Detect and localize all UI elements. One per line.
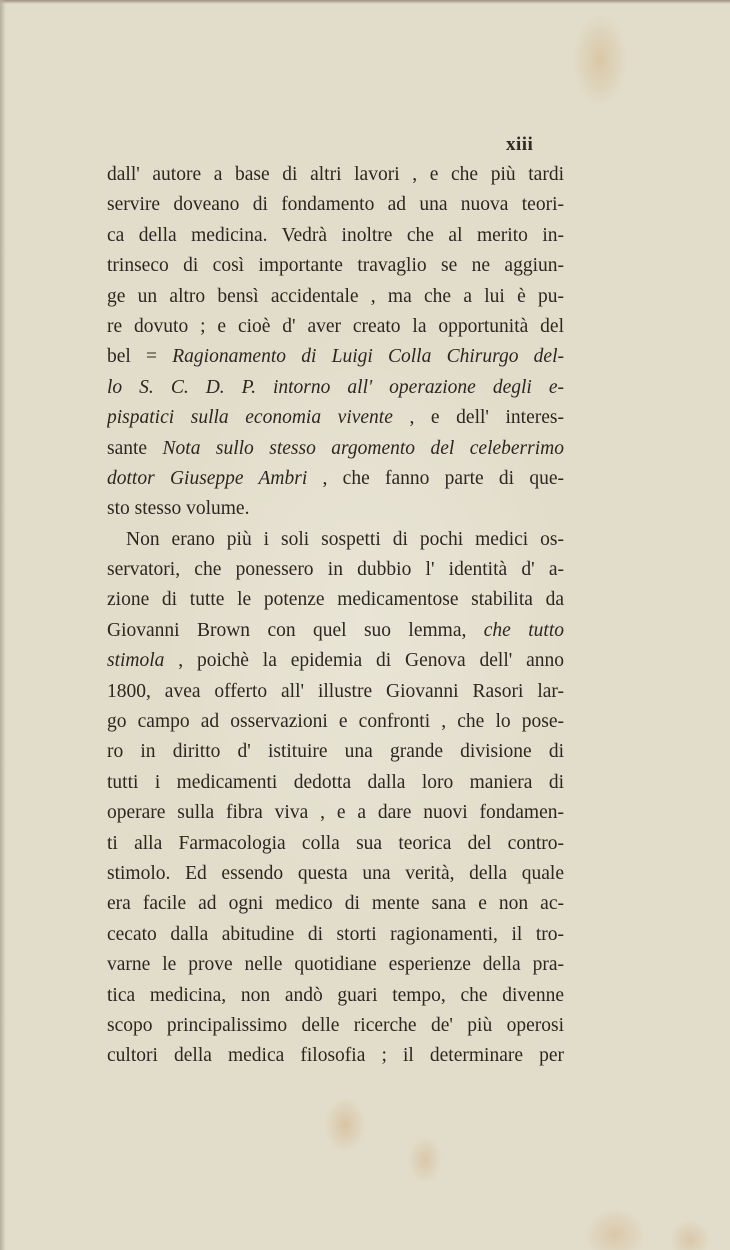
text-span: cultori della medica filosofia ; il determinare per (107, 1045, 564, 1067)
text-span: varne le prove nelle quotidiane esperienze della pra- (107, 954, 564, 976)
text-span: , che fanno parte di que- (307, 467, 564, 489)
text-span: ro in diritto d' istituire una grande divisione di (107, 741, 564, 763)
page-number: xiii (506, 134, 534, 155)
text-span: scopo principalissimo delle ricerche de' più operosi (107, 1014, 564, 1036)
text-line (107, 646, 564, 676)
page-left-edge (0, 0, 6, 1250)
italic-text: pispatici sulla economia vivente (107, 407, 393, 429)
text-line (107, 251, 564, 281)
text-span: go campo ad osservazioni e confronti , che lo pose- (107, 711, 564, 733)
text-span: zione di tutte le potenze medicamentose stabilita da (107, 589, 564, 611)
italic-text: dottor Giuseppe Ambri (107, 467, 308, 489)
text-line (107, 798, 564, 828)
text-span: tutti i medicamenti dedotta dalla loro maniera di (107, 771, 564, 793)
text-line (107, 859, 564, 889)
text-line (107, 737, 564, 767)
text-span: , poichè la epidemia di Genova dell' anno (164, 650, 564, 672)
body-text (107, 160, 564, 1072)
italic-text: Ragionamento di Luigi Colla Chirurgo del- (172, 346, 564, 368)
text-line (107, 494, 564, 524)
text-line (107, 373, 564, 403)
text-line (107, 981, 564, 1011)
text-line (107, 1041, 564, 1071)
text-span: dall' autore a base di altri lavori , e che più tardi (107, 164, 564, 185)
text-span: 1800, avea offerto all' illustre Giovanni Rasori lar- (107, 680, 564, 702)
text-line (107, 434, 564, 464)
text-span: stimolo. Ed essendo questa una verità, della quale (107, 862, 564, 884)
text-span: ti alla Farmacologia colla sua teorica del contro- (107, 832, 564, 854)
text-line (107, 464, 564, 494)
text-span: re dovuto ; e cioè d' aver creato la opportunità del (107, 315, 564, 337)
text-line (107, 707, 564, 737)
text-line (107, 616, 564, 646)
text-span: sto stesso volume. (107, 498, 250, 520)
text-span: Non erano più i soli sospetti di pochi medici os- (126, 528, 564, 550)
text-span: servire doveano di fondamento ad una nuova teori- (107, 194, 564, 216)
text-span: ca della medicina. Vedrà inoltre che al merito in- (107, 224, 564, 246)
text-span: trinseco di così importante travaglio se ne aggiun- (107, 255, 564, 277)
text-line (107, 403, 564, 433)
text-span: bel = (107, 346, 173, 368)
text-line (107, 920, 564, 950)
text-line (107, 160, 564, 190)
text-span: tica medicina, non andò guari tempo, che divenne (107, 984, 564, 1006)
italic-text: che tutto (483, 619, 564, 641)
text-line (107, 221, 564, 251)
text-line (107, 190, 564, 220)
text-line (107, 525, 564, 555)
text-line (107, 312, 564, 342)
text-span: servatori, che ponessero in dubbio l' identità d' a- (107, 559, 564, 581)
text-span: cecato dalla abitudine di storti ragionamenti, il tro- (107, 923, 564, 945)
text-line (107, 282, 564, 312)
text-line (107, 555, 564, 585)
text-line (107, 677, 564, 707)
text-span: operare sulla fibra viva , e a dare nuovi fondamen- (107, 802, 564, 824)
text-line (107, 768, 564, 798)
text-span: era facile ad ogni medico di mente sana e non ac- (107, 893, 564, 915)
text-line (107, 829, 564, 859)
italic-text: lo S. C. D. P. intorno all' operazione degli e- (107, 376, 564, 398)
text-span: Giovanni Brown con quel suo lemma, (107, 619, 484, 641)
text-span: sante (107, 437, 163, 459)
text-line (107, 950, 564, 980)
text-line (107, 342, 564, 372)
text-span: ge un altro bensì accidentale , ma che a lui è pu- (107, 285, 564, 307)
text-line (107, 1011, 564, 1041)
text-line (107, 889, 564, 919)
italic-text: stimola (107, 650, 165, 672)
italic-text: Nota sullo stesso argomento del celeberrimo (162, 437, 564, 459)
page-top-edge (0, 0, 730, 4)
text-span: , e dell' interes- (392, 407, 564, 429)
text-line (107, 585, 564, 615)
